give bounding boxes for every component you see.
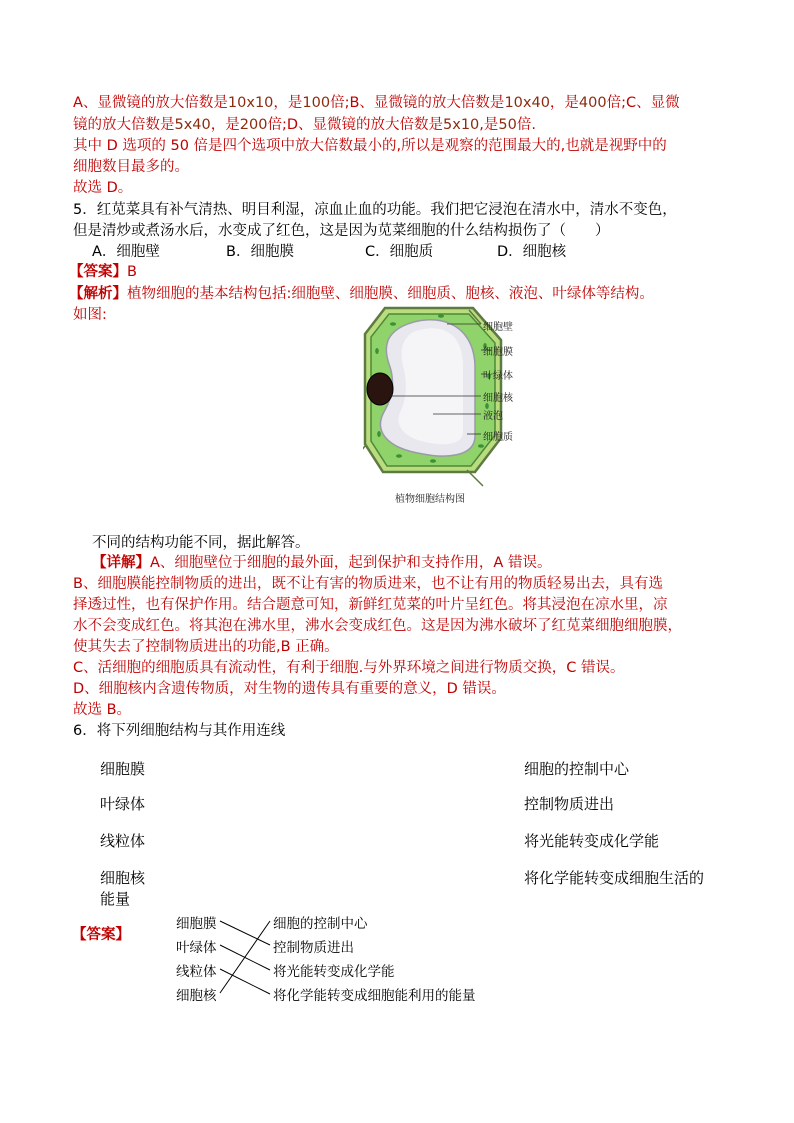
detail-tag: 【详解】 xyxy=(92,555,150,571)
q5-detail-line4: 水不会变成红色。将其泡在沸水里，沸水会变成红色。这是因为沸水破坏了红苋菜细胞细胞膜， xyxy=(73,618,682,634)
q6-left-item: 细胞膜 xyxy=(100,760,146,778)
answer-value: B xyxy=(127,264,137,280)
q6-left-item: 叶绿体 xyxy=(100,795,146,813)
q6-left-item: 线粒体 xyxy=(100,832,146,850)
text: 400 xyxy=(578,95,607,111)
text: 镜的放大倍数是 xyxy=(73,117,175,133)
q5-as-figure: 如图: xyxy=(73,307,107,323)
q5-detail-line3: 择透过性，也有保护作用。结合题意可知，新鲜红苋菜的叶片呈红色。将其浸泡在凉水里，凉 xyxy=(73,597,668,613)
figure-title: 植物细胞结构图 xyxy=(395,494,465,505)
text: 倍;B、显微镜的放大倍数是 xyxy=(330,95,505,111)
text: 50 xyxy=(498,117,517,133)
q5-option-c: C．细胞质 xyxy=(365,244,434,260)
text: 5x40 xyxy=(174,117,211,133)
q6-answer-right: 控制物质进出 xyxy=(273,940,354,956)
analysis-text: 植物细胞的基本结构包括:细胞壁、细胞膜、细胞质、胞核、液泡、叶绿体等结构。 xyxy=(127,286,654,302)
text: ，是 xyxy=(273,95,303,111)
text: ，是 xyxy=(549,95,579,111)
q5-option-a: A．细胞壁 xyxy=(92,244,160,260)
q5-stem-line1: 5．红苋菜具有补气清热、明目利湿，凉血止血的功能。我们把它浸泡在清水中，清水不变色， xyxy=(73,202,677,218)
q6-answer-left: 叶绿体 xyxy=(176,940,217,956)
q5-detail-line2: B、细胞膜能控制物质的进出，既不让有害的物质进来，也不让有用的物质轻易出去，具有选 xyxy=(73,576,663,592)
q6-answer-right: 将化学能转变成细胞能利用的能量 xyxy=(273,988,476,1004)
q5-choice: 故选 B。 xyxy=(73,702,132,718)
text: ,是 xyxy=(479,117,499,133)
q4-explanation-line4: 细胞数目最多的。 xyxy=(73,159,189,175)
q6-right-item: 将光能转变成化学能 xyxy=(524,832,660,850)
text: 200 xyxy=(239,117,268,133)
q6-right-item: 控制物质进出 xyxy=(524,795,615,813)
label-vacuole: 液泡 xyxy=(483,411,503,422)
q6-right-item: 将化学能转变成细胞生活的 xyxy=(524,869,705,887)
text: 10x10 xyxy=(227,95,274,111)
text: 倍. xyxy=(516,117,536,133)
answer-tag: 【答案】 xyxy=(69,264,127,280)
q5-option-d: D．细胞核 xyxy=(497,244,567,260)
q6-left-item: 细胞核 xyxy=(100,869,146,887)
q5-option-b: B．细胞膜 xyxy=(226,244,294,260)
detail-text: A、细胞壁位于细胞的最外面，起到保护和支持作用，A 错误。 xyxy=(150,555,552,571)
label-chloroplast: 叶绿体 xyxy=(483,371,513,382)
q4-explanation-line3: 其中 D 选项的 50 倍是四个选项中放大倍数最小的,所以是观察的范围最大的,也就是视野中的 xyxy=(73,138,667,154)
q5-stem-line2: 但是清炒或煮汤水后，水变成了红色，这是因为苋菜细胞的什么结构损伤了（ ） xyxy=(73,223,610,239)
q4-choice: 故选 D。 xyxy=(73,180,133,196)
q6-right-item: 细胞的控制中心 xyxy=(524,760,630,778)
q6-stem: 6．将下列细胞结构与其作用连线 xyxy=(73,723,286,739)
analysis-tag: 【解析】 xyxy=(69,286,127,302)
label-cell-wall: 细胞壁 xyxy=(483,322,513,333)
connector-line xyxy=(220,921,270,993)
text: A、显微镜的放大倍数是 xyxy=(73,95,228,111)
text: ，是 xyxy=(210,117,240,133)
text: 10x40 xyxy=(504,95,550,111)
q6-right-wrap: 能量 xyxy=(100,890,131,908)
q5-detail-line6: C、活细胞的细胞质具有流动性，有利于细胞.与外界环境之间进行物质交换，C 错误。 xyxy=(73,660,625,676)
q6-answer-right: 细胞的控制中心 xyxy=(273,916,368,932)
q5-detail-line5: 使其失去了控制物质进出的功能,B 正确。 xyxy=(73,639,339,655)
q6-answer-left: 线粒体 xyxy=(176,964,217,980)
q5-detail-line7: D、细胞核内含遗传物质，对生物的遗传具有重要的意义，D 错误。 xyxy=(73,681,506,697)
text: 100 xyxy=(302,95,331,111)
q6-answer-tag: 【答案】 xyxy=(72,927,130,943)
q5-note: 不同的结构功能不同，据此解答。 xyxy=(92,535,310,551)
text: 倍;D、显微镜的放大倍数是 xyxy=(267,117,444,133)
label-nucleus: 细胞核 xyxy=(483,393,513,404)
label-cytoplasm: 细胞质 xyxy=(483,432,513,443)
label-cell-membrane: 细胞膜 xyxy=(483,347,513,358)
q6-answer-left: 细胞膜 xyxy=(176,916,217,932)
text: 5x10 xyxy=(443,117,480,133)
q6-answer-right: 将光能转变成化学能 xyxy=(273,964,395,980)
connector-line xyxy=(220,921,270,945)
text: 倍;C、显微 xyxy=(606,95,680,111)
q6-answer-left: 细胞核 xyxy=(176,988,217,1004)
